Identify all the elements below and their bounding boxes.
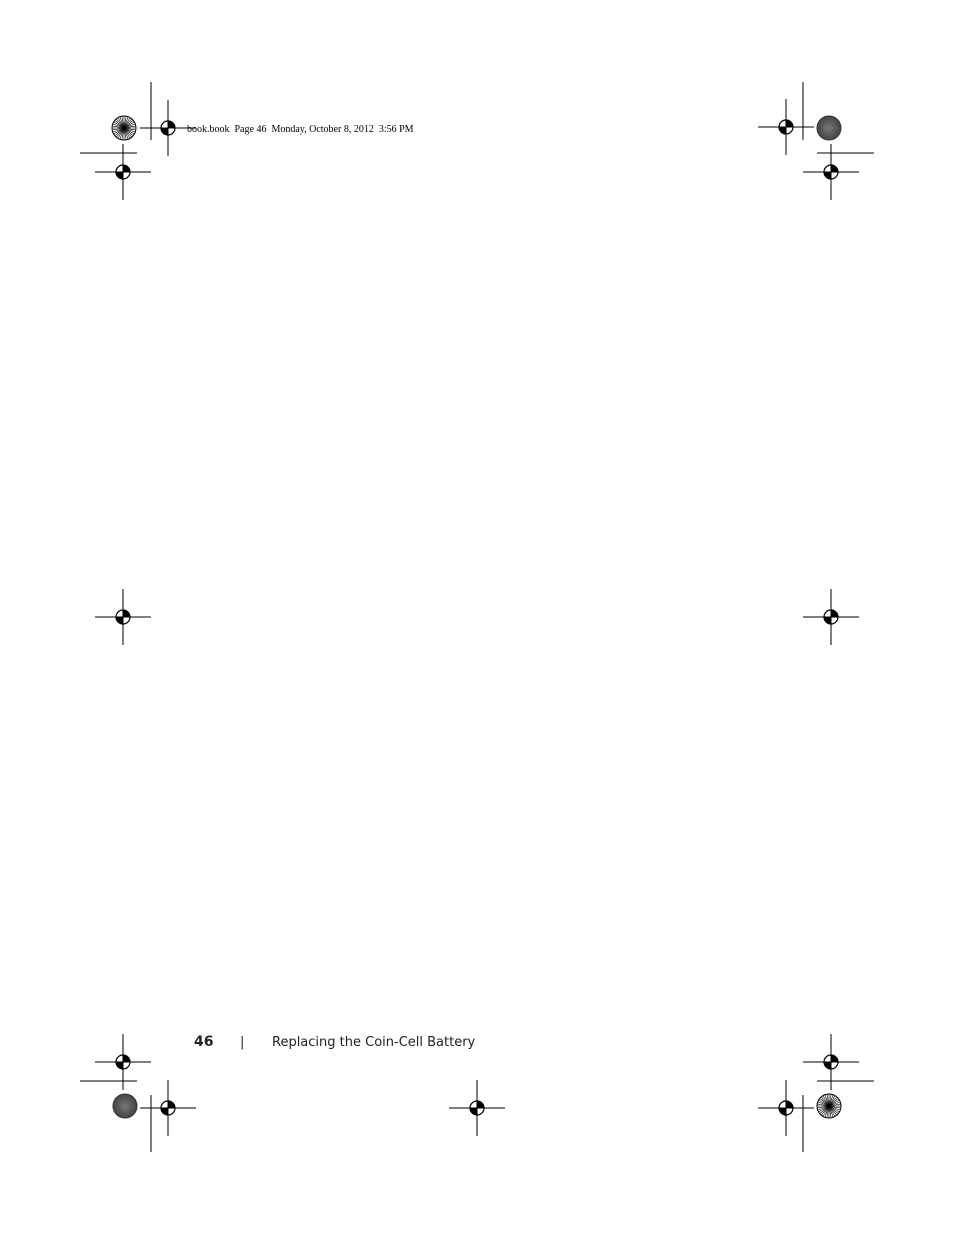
bottom-center-registration-icon <box>449 1080 505 1136</box>
top-right-crop-marks <box>803 82 874 153</box>
print-slug-line: book.book Page 46 Monday, October 8, 2012 3:56 PM <box>187 124 414 135</box>
top-left-crop-marks <box>80 82 151 153</box>
top-right-noise-disc-icon <box>817 116 841 140</box>
bottom-left-noise-disc-icon <box>113 1094 137 1118</box>
bottom-left-side-registration-icon <box>95 1034 151 1090</box>
bottom-right-starburst-icon <box>817 1094 841 1118</box>
section-title: Replacing the Coin-Cell Battery <box>272 1034 476 1050</box>
bottom-left-crop-marks <box>80 1081 151 1152</box>
middle-right-registration-icon <box>803 589 859 645</box>
top-left-side-registration-icon <box>95 144 151 200</box>
bottom-right-side-registration-icon <box>803 1034 859 1090</box>
bottom-right-registration-icon <box>758 1080 814 1136</box>
bottom-right-crop-marks <box>803 1081 874 1152</box>
top-left-starburst-icon <box>112 116 136 140</box>
middle-left-registration-icon <box>95 589 151 645</box>
top-right-side-registration-icon <box>803 144 859 200</box>
footer-separator: | <box>240 1034 245 1050</box>
page-footer <box>194 1031 475 1053</box>
top-right-registration-icon <box>758 99 814 155</box>
page-number: 46 <box>194 1034 214 1050</box>
bottom-left-registration-icon <box>140 1080 196 1136</box>
